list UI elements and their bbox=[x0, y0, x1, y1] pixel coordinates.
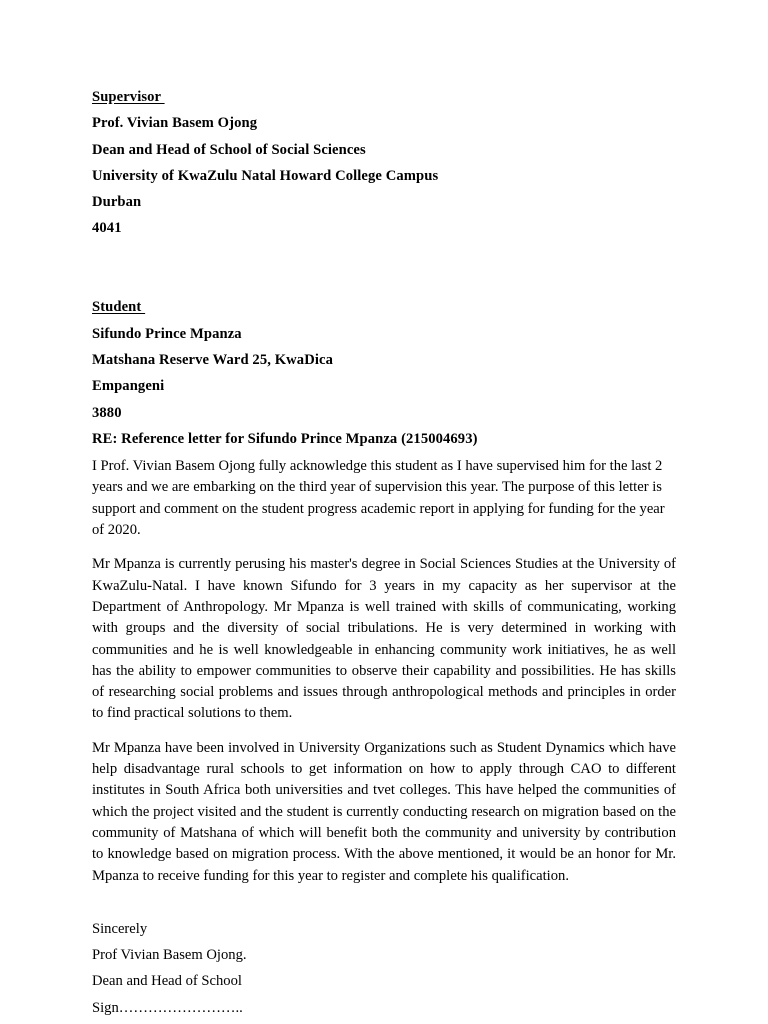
block-separator-2 bbox=[92, 268, 676, 294]
supervisor-institution: University of KwaZulu Natal Howard College Campus bbox=[92, 167, 439, 184]
student-address: Matshana Reserve Ward 25, KwaDica bbox=[92, 351, 333, 368]
student-block bbox=[92, 294, 676, 425]
body-paragraph-2: Mr Mpanza is currently perusing his master's degree in Social Sciences Studies at the University of KwaZulu-Natal. I have known Sifundo for 3 years in my capacity as her supervisor at the Department of Anthropology. Mr Mpanza is well trained with skills of communicating, working with groups and the diversity of social tribulations. He is very determined in working with communities and he is well knowledgeable in enhancing community work initiatives, he as well has the ability to empower communities to observe their capability and possibilities. He has skills of researching social problems and issues through anthropological methods and principles in order to find practical solutions to them. bbox=[92, 556, 676, 722]
signature-line: Sign…………………….. bbox=[92, 999, 243, 1016]
student-city: Empangeni bbox=[92, 378, 165, 395]
closing-signatory-name: Prof Vivian Basem Ojong. bbox=[92, 947, 247, 964]
student-postal-code: 3880 bbox=[92, 404, 122, 421]
block-separator-1 bbox=[92, 242, 676, 268]
supervisor-city: Durban bbox=[92, 194, 142, 211]
closing-signatory-title: Dean and Head of School bbox=[92, 973, 242, 990]
supervisor-block bbox=[92, 84, 676, 242]
closing-block bbox=[92, 916, 676, 1021]
closing-salutation: Sincerely bbox=[92, 920, 148, 937]
supervisor-title: Dean and Head of School of Social Sciences bbox=[92, 141, 366, 158]
supervisor-name: Prof. Vivian Basem Ojong bbox=[92, 115, 258, 132]
supervisor-postal-code: 4041 bbox=[92, 220, 122, 237]
letter-body bbox=[92, 84, 676, 1021]
body-paragraph-3: Mr Mpanza have been involved in University Organizations such as Student Dynamics which have help disadvantage rural schools to get information on how to apply through CAO to different institutes in South Africa both universities and tvet colleges. This have helped the communities of which the project visited and the student is currently conducting research on migration based on the community of Matshana of which will benefit both the community and university by contribution to knowledge based on migration process. With the above mentioned, it would be an honor for Mr. Mpanza to receive funding for this year to register and complete his qualification. bbox=[92, 739, 676, 884]
supervisor-heading: Supervisor bbox=[92, 89, 165, 105]
body-paragraph-1: I Prof. Vivian Basem Ojong fully acknowledge this student as I have supervised him for the last 2 years and we are embarking on the third year of supervision this year. The purpose of this letter is support and comment on the student progress academic report in applying for funding for the year of 2020. bbox=[92, 458, 665, 539]
student-name: Sifundo Prince Mpanza bbox=[92, 325, 242, 342]
subject-line: RE: Reference letter for Sifundo Prince Mpanza (215004693) bbox=[92, 430, 478, 447]
student-heading: Student bbox=[92, 299, 146, 316]
